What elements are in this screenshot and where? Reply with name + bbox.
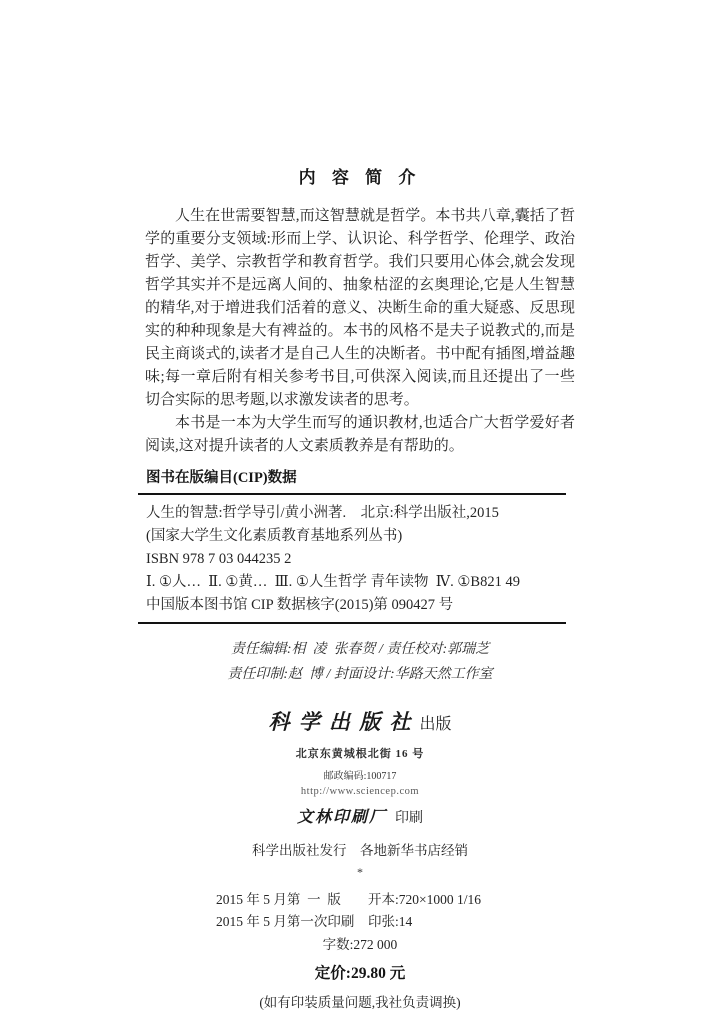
credits-editors-line: 责任编辑:相 凌 张春贺 / 责任校对:郭瑞芝 xyxy=(230,642,490,657)
cip-body xyxy=(138,495,566,622)
format-value: 开本:720×1000 1/16 xyxy=(368,892,481,907)
printer-name-script: 文林印刷厂 xyxy=(296,809,387,826)
publish-label: 出版 xyxy=(419,716,452,733)
sheets-value: 印张:14 xyxy=(368,914,413,929)
cip-isbn-line: ISBN 978 7 03 044235 2 xyxy=(146,551,292,567)
intro-title: 内 容 简 介 xyxy=(298,168,422,187)
cip-bottom-rule xyxy=(138,622,566,624)
intro-section xyxy=(145,0,575,458)
cip-series-line: (国家大学生文化素质教育基地系列丛书) xyxy=(146,528,403,544)
publisher-address: 北京东黄城根北街 16 号 xyxy=(295,748,425,760)
publisher-postcode: 邮政编码:100717 xyxy=(323,771,397,782)
price: 定价:29.80 元 xyxy=(314,965,406,982)
edition-date-first: 2015 年 5 月第 一 版 xyxy=(216,892,341,907)
intro-paragraph-1: 人生在世需要智慧,而这智慧就是哲学。本书共八章,囊括了哲学的重要分支领域:形而上学、认识论、科学哲学、伦理学、政治哲学、美学、宗教哲学和教育哲学。我们只要用心体会,就会发现哲学其实并不是远离人间的、抽象枯涩的玄奥理论,它是人生智慧的精华,对于增进我们活着的意义、决断生命的重大疑惑、反思现实的种种现象是大有裨益的。本书的风格不是夫子说教式的,而是民主商谈式的,读者才是自己人生的决断者。书中配有插图,增益趣味;每一章后附有相关参考书目,可供深入阅读,而且还提出了一些切合实际的思考题,以求激发读者的思考。 xyxy=(145,208,575,408)
printing-date: 2015 年 5 月第一次印刷 xyxy=(216,914,355,929)
intro-paragraph-2: 本书是一本为大学生而写的通识教材,也适合广大哲学爱好者阅读,这对提升读者的人文素质教养是有帮助的。 xyxy=(145,415,575,454)
cip-classification-line: Ⅰ. ①人… Ⅱ. ①黄… Ⅲ. ①人生哲学 青年读物 Ⅳ. ①B821 49 xyxy=(146,574,520,590)
separator-star: * xyxy=(357,865,363,879)
edition-section xyxy=(216,889,504,1011)
publisher-section xyxy=(0,710,720,880)
publisher-website: http://www.sciencep.com xyxy=(300,786,420,797)
print-label: 印刷 xyxy=(395,811,423,826)
quality-note: (如有印装质量问题,我社负责调换) xyxy=(259,995,461,1010)
edition-row-printing xyxy=(216,911,504,933)
edition-row-first xyxy=(216,889,504,911)
word-count: 字数:272 000 xyxy=(322,937,398,952)
publisher-name-script: 科 学 出 版 社 xyxy=(268,710,413,734)
distribution-line: 科学出版社发行 各地新华书店经销 xyxy=(252,843,468,858)
cip-book-line: 人生的智慧:哲学导引/黄小洲著. 北京:科学出版社,2015 xyxy=(146,505,499,521)
credits-section xyxy=(0,637,720,687)
cip-record-line: 中国版本图书馆 CIP 数据核字(2015)第 090427 号 xyxy=(146,597,454,613)
publisher-name-line xyxy=(0,710,720,737)
cip-heading: 图书在版编目(CIP)数据 xyxy=(146,470,297,486)
cip-section xyxy=(138,466,566,624)
printer-line xyxy=(0,807,720,830)
credits-print-line: 责任印制:赵 博 / 封面设计:华路天然工作室 xyxy=(227,667,493,682)
